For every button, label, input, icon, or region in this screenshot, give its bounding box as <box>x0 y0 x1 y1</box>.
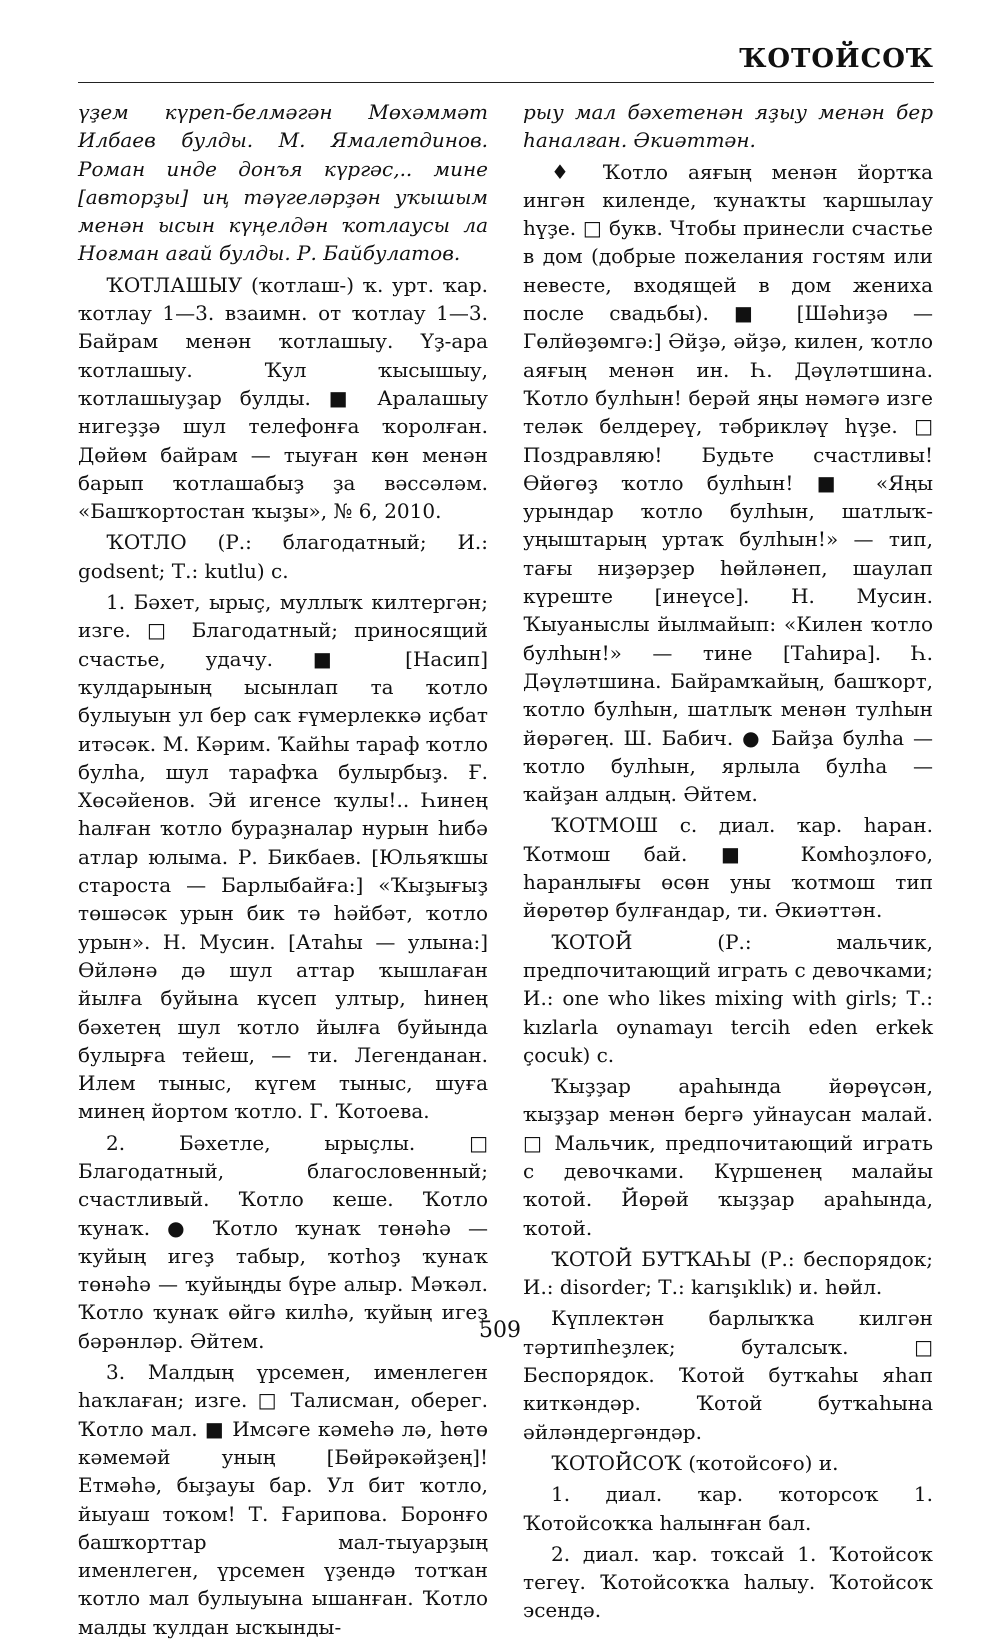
left-paragraph: 2. Бәхетле, ырыҫлы. □ Благодатный, благословенный; счастливый. Ҡотло кеше. Ҡотло ҡунаҡ. ● Ҡотло ҡунаҡ төнәһә — ҡуйың игеҙ табыр, ҡотһоҙ ҡунаҡ төнәһә — ҡуйыңды бүре алыр. Мәҡәл. Ҡотло ҡунаҡ өйгә килһә, ҡуйың игеҙ бәрәнләр. Әйтем. <box>78 1130 488 1353</box>
left-paragraph: 1. Бәхет, ырыҫ, муллыҡ килтергән; изге. □ Благодатный; приносящий счастье, удачу. ■ [Насип] ҡулдарының ысынлап та ҡотло булыуын ул бер саҡ ғүмерлеккә иҫбат итәсәк. М. Кәрим. Ҡайһы тараф ҡотло булһа, шул тарафҡа булырбыҙ. Ғ. Хөсәйенов. Эй игенсе ҡулы!.. Һинең һалған ҡотло бураҙналар нурын һибә атлар юлыма. Р. Бикбаев. [Юльяҡшы староста — Барлыбайға:] «Ҡыҙығыҙ төшәсәк урын бик тә һәйбәт, ҡотло урын». Н. Мусин. [Атаһы — улына:] Өйләнә дә шул аттар ҡышлаған йылға буйына күсеп ултыр, һинең бәхетең шул ҡотло йылға буйында булырға тейеш, — ти. Легенданан. Илем тыныс, күгем тыныс, шуға минең йортом ҡотло. Г. Ҡотоева. <box>78 590 488 1124</box>
right-paragraph: 2. диал. ҡар. тоҡсай 1. Ҡотойсоҡ тегеү. Ҡотойсоҡҡа һалыу. Ҡотойсоҡ эсендә. <box>523 1541 933 1623</box>
right-paragraph: ♦ Ҡотло аяғың менән йортҡа ингән киленде, ҡунаҡты ҡаршылау һүҙе. □ букв. Чтобы принесли счастье в дом (добрые пожелания гостям или невесте, входящей в дом жениха после свадьбы). ■ [Шәһиҙә — Гөлйөҙөмгә:] Әйҙә, әйҙә, килен, ҡотло аяғың менән ин. Һ. Дәүләтшина. Ҡотло булһын! берәй яңы нәмәгә изге теләк белдереү, тәбрикләү һүҙе. □ Поздравляю! Будьте счастливы! Өйөгөҙ ҡотло булһын! ■ «Яңы урындар ҡотло булһын, шатлыҡ-уңыштарың уртаҡ булһын!» — тип, тағы ниҙәрҙер һөйләнеп, шаулап күреште [инеүсе]. Н. Мусин. Ҡыуаныслы йылмайып: «Килен ҡотло булһын!» — тине [Таһира]. Һ. Дәүләтшина. Байрамҡайың, башҡорт, ҡотло булһын, шатлыҡ менән тулһын йөрәгең. Ш. Бабич. ● Байҙа булһа — ҡотло булһын, ярлыла булһа — ҡайҙан алдың. Әйтем. <box>523 159 933 807</box>
right-paragraph: Күплектән барлыҡҡа килгән тәртипһеҙлек; буталсыҡ. □ Беспорядок. Ҡотой бутҡаһы яһап киткәндәр. Ҡотой бутҡаһына әйләндергәндәр. <box>523 1306 933 1444</box>
page-number: 509 <box>479 1318 521 1343</box>
right-paragraph: Ҡыҙҙар араһында йөрөүсән, ҡыҙҙар менән бергә уйнаусан малай. □ Мальчик, предпочитающий играть с девочками. Күршенең малайы ҡотой. Йөрөй ҡыҙҙар араһында, ҡотой. <box>523 1074 933 1240</box>
right-column <box>523 98 933 1628</box>
left-paragraph: үҙем күреп-белмәгән Мөхәммәт Илбаев булды. М. Ямалетдинов. Роман инде донъя күргәс,.. мине [авторҙы] иң тәүгеләрҙән уҡышым менән ысын күңелдән ҡотлаусы ла Ноғман ағай булды. Р. Байбулатов. <box>78 100 488 266</box>
right-paragraph: ҠОТОЙСОҠ (ҡотойсоғо) и. <box>551 1450 839 1475</box>
page-header <box>78 38 934 83</box>
left-paragraph: 3. Малдың үрсемен, именлеген һаҡлаған; изге. □ Талисман, оберег. Ҡотло мал. ■ Имсәге кәмеһә лә, һөтө кәмемәй уның [Бөйрәкәйҙең]! Етмәһә, быҙауы бар. Ул бит ҡотло, йыуаш тоҡом! Т. Ғарипова. Боронғо башҡорттар мал-тыуарҙың именлеген, үрсемен үҙендә тотҡан ҡотло мал булыуына ышанған. Ҡотло малды ҡулдан ысҡынды- <box>78 1360 488 1639</box>
running-head: ҠОТОЙСОҠ <box>739 44 934 74</box>
right-paragraph: ҠОТМОШ с. диал. ҡар. һаран. Ҡотмош бай. ■ Комһоҙлоғо, һаранлығы өсөн уны ҡотмош тип йөрөтөр булғандар, ти. Әкиәттән. <box>523 813 933 923</box>
left-column <box>78 98 488 1644</box>
left-paragraph: ҠОТЛАШЫУ (ҡотлаш-) ҡ. урт. ҡар. ҡотлау 1—3. взаимн. от ҡотлау 1—3. Байрам менән ҡотлашыу. Үҙ-ара ҡотлашыу. Ҡул ҡысышыу, ҡотлашыуҙар булды. ■ Аралашыу нигеҙҙә шул телефонға ҡоролған. Дөйөм байрам — тыуған көн менән барып ҡотлашабыҙ ҙа вәссәләм. «Башҡортостан ҡыҙы», № 6, 2010. <box>78 272 488 524</box>
right-paragraph: 1. диал. ҡар. ҡоторсоҡ 1. Ҡотойсоҡҡа һалынған бал. <box>523 1482 933 1535</box>
right-paragraph: ҠОТОЙ БУТҠАҺЫ (Р.: беспорядок; И.: disorder; Т.: karışıklık) и. һөйл. <box>523 1246 933 1300</box>
right-paragraph: рыу мал бәхетенән яҙыу менән бер һаналған. Әкиәттән. <box>523 100 933 153</box>
left-paragraph: ҠОТЛО (Р.: благодатный; И.: godsent; Т.: kutlu) с. <box>78 530 488 583</box>
right-paragraph: ҠОТОЙ (Р.: мальчик, предпочитающий играть с девочками; И.: one who likes mixing with girls; Т.: kızlarla oynamayı tercih eden erkek çocuk) с. <box>523 929 933 1067</box>
